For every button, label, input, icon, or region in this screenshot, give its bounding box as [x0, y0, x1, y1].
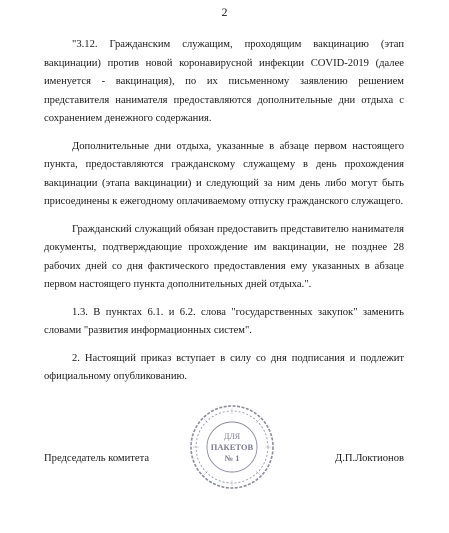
- signatory-title: Председатель комитета: [44, 453, 150, 464]
- signatory-name: Д.П.Локтионов: [335, 453, 404, 464]
- paragraph-1-3: 1.3. В пунктах 6.1. и 6.2. слова "государственных закупок" заменить словами "развития информационных систем".: [44, 306, 404, 336]
- paragraph-documents: Гражданский служащий обязан предоставить представителю нанимателя документы, подтверждающие прохождение им вакцинации, не позднее 28 рабочих дней со дня фактического предоставления ему указанных в абзаце первом настоящего пункта дополнительных дней отдыха.".: [44, 223, 404, 290]
- paragraph-additional-days: Дополнительные дни отдыха, указанные в абзаце первом настоящего пункта, предоставляются гражданскому служащему в день прохождения вакцинации (этапа вакцинации) и следующий за ним день либо могут быть присоединены к ежегодному оплачиваемому отпуску гражданского служащего.: [44, 140, 404, 207]
- paragraph-3-12: "3.12. Гражданским служащим, проходящим вакцинацию (этап вакцинации) против новой коронавирусной инфекции COVID-2019 (далее именуется - вакцинация), по их письменному заявлению решением представителя нанимателя предоставляются дополнительные дни отдыха с сохранением денежного содержания.: [44, 39, 404, 124]
- stamp-line-1: ДЛЯ: [223, 432, 241, 441]
- paragraph-2: 2. Настоящий приказ вступает в силу со дня подписания и подлежит официальному опубликованию.: [44, 352, 404, 382]
- stamp-seal: [189, 404, 275, 490]
- page-number: 2: [221, 5, 228, 19]
- document-body: [44, 36, 404, 396]
- stamp-line-2: ПАКЕТОВ: [210, 442, 254, 452]
- stamp: [189, 404, 275, 490]
- stamp-line-3: № 1: [224, 453, 240, 463]
